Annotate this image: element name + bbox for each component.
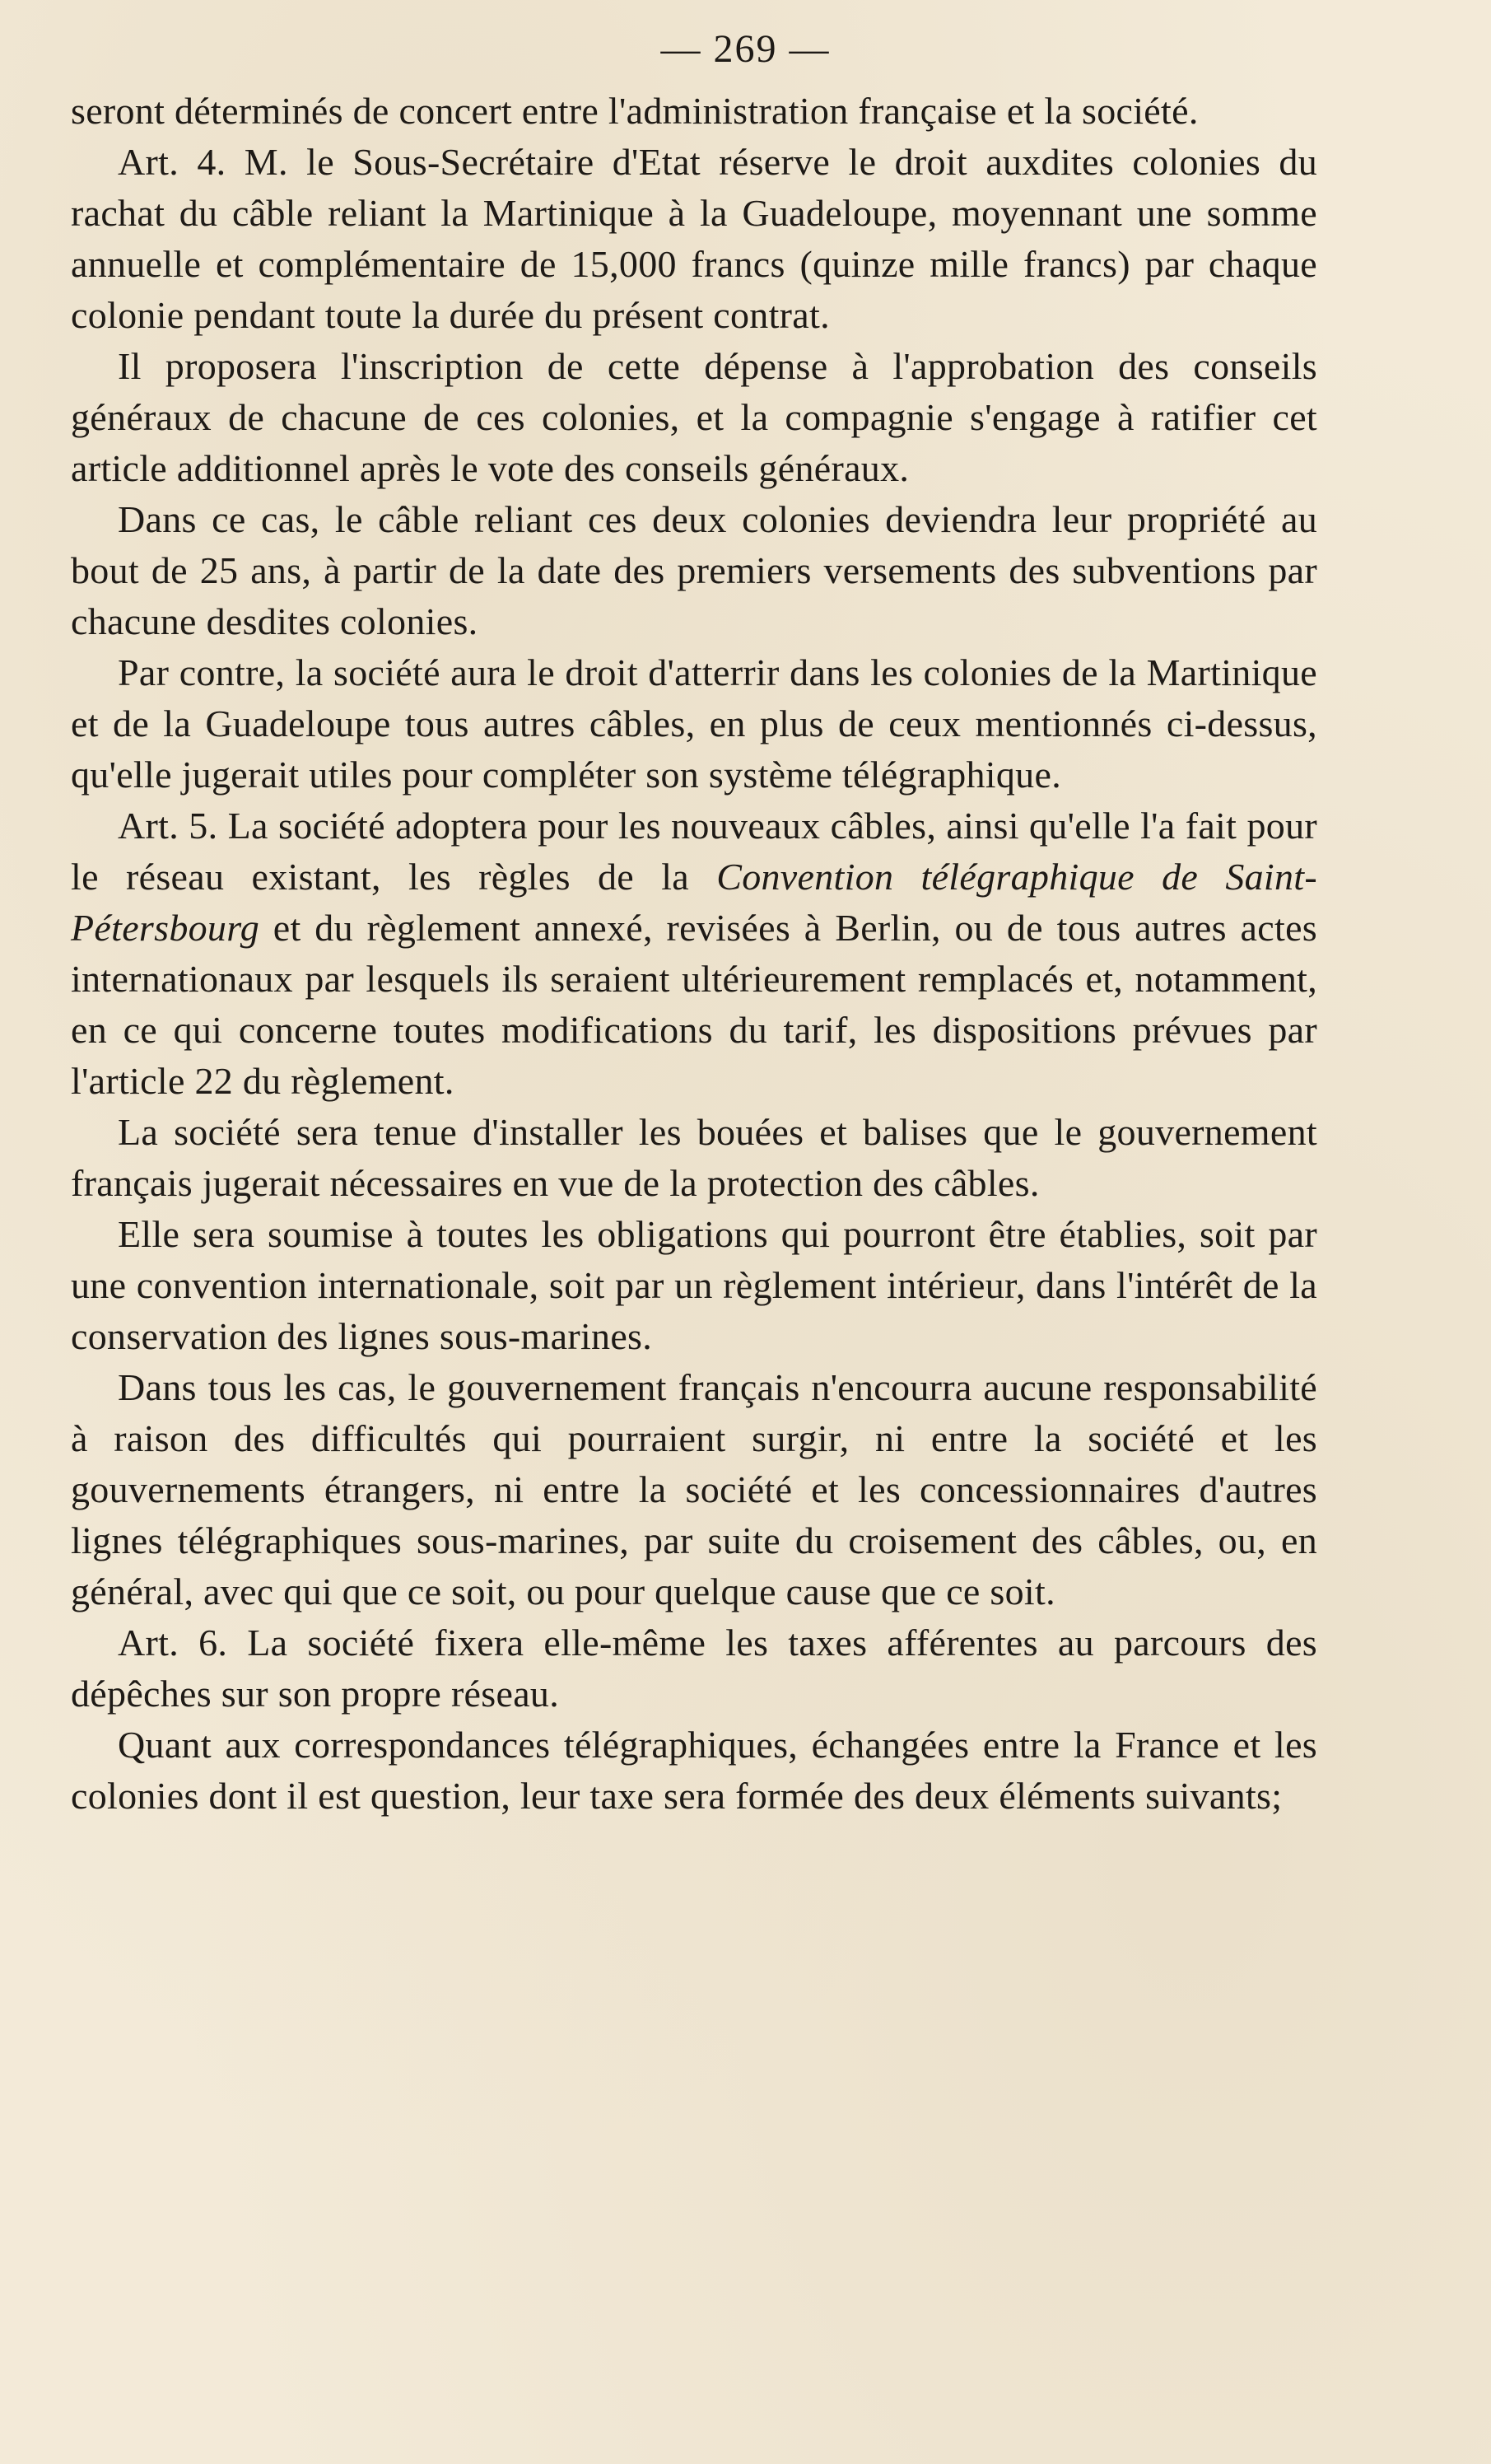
body-text [71,86,1317,1822]
paragraph-inscription: Il proposera l'inscription de cette dépense à l'approbation des conseils généraux de chacune de ces colonies, et la compagnie s'engage à ratifier cet article additionnel après le vote des conseils généraux. [71,345,1317,489]
paragraph-responsabilite: Dans tous les cas, le gouvernement français n'encourra aucune responsabilité à raison des difficultés qui pourraient surgir, ni entre la société et les gouvernements étrangers, ni entre la société et les concessionnaires d'autres lignes télégraphiques sous-marines, par suite du croisement des câbles, ou, en général, avec qui que ce soit, ou pour quelque cause que ce soit. [71,1366,1317,1612]
art-5-text-after: et du règlement annexé, revisées à Berlin, ou de tous autres actes internationaux par lesquels ils seraient ultérieurement remplacés et, notamment, en ce qui concerne toutes modifications du tarif, les dispositions prévues par l'article 22 du règlement. [71,907,1317,1102]
paragraph-art-6: Art. 6. La société fixera elle-même les taxes afférentes au parcours des dépêches sur son propre réseau. [71,1622,1317,1715]
convention-title-italic: Convention télégraphique de Saint-Pétersbourg [71,856,1317,949]
paragraph-correspondances: Quant aux correspondances télégraphiques, échangées entre la France et les colonies dont il est question, leur taxe sera formée des deux éléments suivants; [71,1724,1317,1817]
paragraph-bouees: La société sera tenue d'installer les bouées et balises que le gouvernement français jugerait nécessaires en vue de la protection des câbles. [71,1111,1317,1204]
paragraph-art-5 [71,800,1317,1107]
paragraph-propriete: Dans ce cas, le câble reliant ces deux colonies deviendra leur propriété au bout de 25 ans, à partir de la date des premiers versements des subventions par chacune desdites colonies. [71,498,1317,642]
paragraph-continuation: seront déterminés de concert entre l'administration française et la société. [71,90,1199,132]
paragraph-atterrir: Par contre, la société aura le droit d'atterrir dans les colonies de la Martinique et de la Guadeloupe tous autres câbles, en plus de ceux mentionnés ci-dessus, qu'elle jugerait utiles pour compléter son système télégraphique. [71,651,1317,796]
paragraph-obligations: Elle sera soumise à toutes les obligations qui pourront être établies, soit par une convention internationale, soit par un règlement intérieur, dans l'intérêt de la conservation des lignes sous-marines. [71,1213,1317,1357]
page-number: — 269 — [660,27,831,71]
paragraph-art-4: Art. 4. M. le Sous-Secrétaire d'Etat réserve le droit auxdites colonies du rachat du câble reliant la Martinique à la Guadeloupe, moyennant une somme annuelle et complémentaire de 15,000 francs (quinze mille francs) par chaque colonie pendant toute la durée du présent contrat. [71,141,1317,336]
art-5-text-before: Art. 5. La société adoptera pour les nouveaux câbles, ainsi qu'elle l'a fait pour le réseau existant, les règles de la [71,805,1317,898]
